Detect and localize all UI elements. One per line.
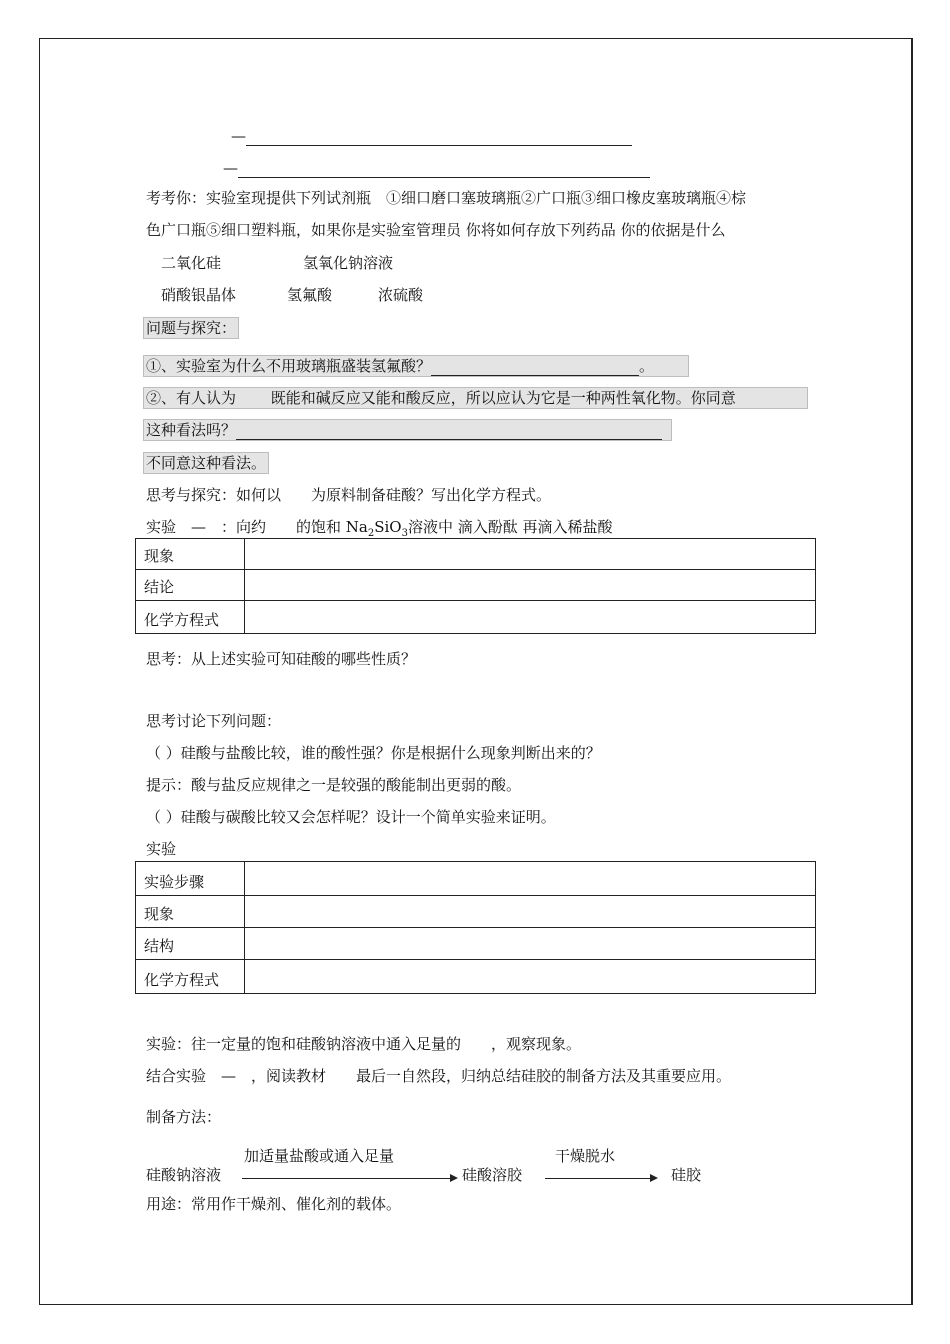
answer-underline bbox=[246, 131, 632, 146]
reagent-item: 硝酸银晶体 bbox=[161, 286, 237, 304]
inquiry-heading: 问题与探究： bbox=[143, 317, 239, 339]
formula-part: SiO bbox=[374, 518, 402, 536]
combine-text: 结合实验 — ，阅读教材 最后一自然段，归纳总结硅胶的制备方法及其重要应用。 bbox=[146, 1067, 732, 1085]
table-row bbox=[136, 960, 816, 994]
experiment-2-table bbox=[135, 861, 816, 994]
answer-cell[interactable] bbox=[245, 928, 816, 960]
reagent-item: 氢氧化钠溶液 bbox=[303, 254, 394, 272]
row-label: 化学方程式 bbox=[136, 601, 245, 634]
step-2-label: 干燥脱水 bbox=[555, 1147, 616, 1165]
page-border-right bbox=[911, 38, 913, 1305]
experiment-3-text: 实验：往一定量的饱和硅酸钠溶液中通入足量的 ，观察现象。 bbox=[146, 1035, 582, 1053]
flow-end: 硅胶 bbox=[671, 1166, 702, 1184]
question-text: 这种看法吗？ bbox=[146, 421, 237, 439]
think-explore: 思考与探究：如何以 为原料制备硅酸？写出化学方程式。 bbox=[146, 486, 552, 504]
prep-heading: 制备方法： bbox=[146, 1108, 222, 1126]
table-row bbox=[136, 862, 816, 896]
step-1-label: 加适量盐酸或通入足量 bbox=[244, 1147, 395, 1165]
blank-line-1 bbox=[231, 126, 632, 146]
quiz-line-2: 色广口瓶⑤细口塑料瓶，如果你是实验室管理员 你将如何存放下列药品 你的依据是什么 bbox=[146, 221, 726, 239]
table-row bbox=[136, 928, 816, 960]
quiz-line-1: 考考你：实验室现提供下列试剂瓶 ①细口磨口塞玻璃瓶②广口瓶③细口橡皮塞玻璃瓶④棕 bbox=[146, 189, 747, 207]
row-label: 结论 bbox=[136, 570, 245, 601]
answer-cell[interactable] bbox=[245, 539, 816, 570]
row-label: 实验步骤 bbox=[136, 862, 245, 896]
think-question: 思考：从上述实验可知硅酸的哪些性质？ bbox=[146, 650, 417, 668]
answer-underline bbox=[431, 361, 639, 376]
discussion-hint: 提示：酸与盐反应规律之一是较强的酸能制出更弱的酸。 bbox=[146, 776, 522, 794]
answer-underline bbox=[238, 163, 650, 178]
answer-underline bbox=[236, 425, 662, 440]
row-label: 现象 bbox=[136, 896, 245, 928]
flow-arrow-1 bbox=[242, 1178, 456, 1179]
answer-cell[interactable] bbox=[245, 862, 816, 896]
question-text: ①、实验室为什么不用玻璃瓶盛装氢氟酸？ bbox=[146, 357, 432, 375]
table-row bbox=[136, 601, 816, 634]
flow-arrow-2 bbox=[545, 1178, 656, 1179]
table-row bbox=[136, 539, 816, 570]
period: 。 bbox=[639, 357, 655, 375]
inquiry-question-1 bbox=[143, 355, 689, 377]
flow-middle: 硅酸溶胶 bbox=[462, 1166, 523, 1184]
discussion-question-1: （ ）硅酸与盐酸比较，谁的酸性强？你是根据什么现象判断出来的？ bbox=[146, 744, 601, 762]
reagent-item: 氢氟酸 bbox=[287, 286, 333, 304]
subscript: 3 bbox=[401, 528, 408, 539]
answer-cell[interactable] bbox=[245, 601, 816, 634]
intro-text: 实验 — ：向约 的饱和 Na bbox=[146, 518, 368, 536]
row-label: 结构 bbox=[136, 928, 245, 960]
row-label: 化学方程式 bbox=[136, 960, 245, 994]
row-label: 现象 bbox=[136, 539, 245, 570]
subscript: 2 bbox=[367, 528, 375, 539]
dash: — bbox=[231, 127, 246, 145]
inquiry-question-2-line-1: ②、有人认为 既能和碱反应又能和酸反应，所以应认为它是一种两性氧化物。你同意 bbox=[143, 387, 808, 409]
answer-cell[interactable] bbox=[245, 896, 816, 928]
experiment-2-label: 实验 bbox=[146, 840, 177, 858]
blank-line-2 bbox=[223, 158, 650, 178]
dash: — bbox=[223, 159, 238, 177]
inquiry-answer: 不同意这种看法。 bbox=[143, 452, 269, 474]
discussion-question-2: （ ）硅酸与碳酸比较又会怎样呢？设计一个简单实验来证明。 bbox=[146, 808, 556, 826]
table-row bbox=[136, 896, 816, 928]
answer-cell[interactable] bbox=[245, 960, 816, 994]
reagent-item: 二氧化硅 bbox=[161, 254, 222, 272]
inquiry-question-2-line-2 bbox=[143, 419, 672, 441]
reagent-item: 浓硫酸 bbox=[378, 286, 424, 304]
flow-start: 硅酸钠溶液 bbox=[146, 1166, 222, 1184]
answer-cell[interactable] bbox=[245, 570, 816, 601]
experiment-1-table bbox=[135, 538, 816, 634]
discussion-heading: 思考讨论下列问题： bbox=[146, 712, 282, 730]
intro-text: 溶液中 滴入酚酞 再滴入稀盐酸 bbox=[407, 518, 613, 536]
usage-text: 用途：常用作干燥剂、催化剂的载体。 bbox=[146, 1195, 402, 1213]
table-row bbox=[136, 570, 816, 601]
